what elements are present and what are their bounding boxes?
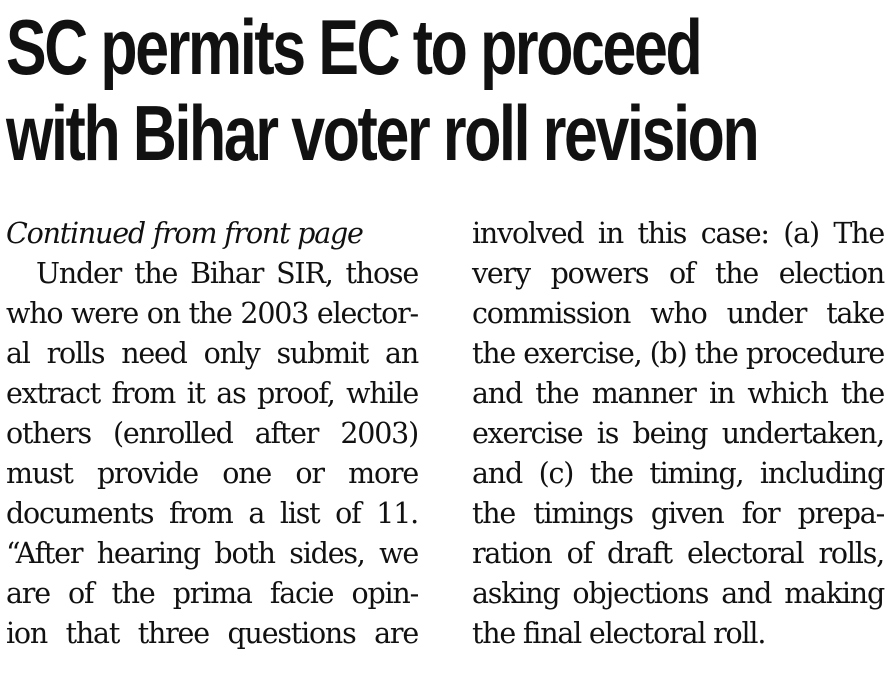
headline xyxy=(6,3,758,177)
article-line: Under the Bihar SIR, those xyxy=(36,257,418,290)
article-line: who were on the 2003 elector- xyxy=(6,297,418,330)
article-line: asking objections and making xyxy=(472,577,884,610)
article-line: and (c) the timing, including xyxy=(472,457,884,490)
article-line: must provide one or more xyxy=(6,457,418,490)
article-line: the final electoral roll. xyxy=(472,617,766,650)
headline-line-1: SC permits EC to proceed xyxy=(6,3,701,91)
article-line: the timings given for prepa- xyxy=(472,497,884,530)
article-line: ration of draft electoral rolls, xyxy=(472,537,884,570)
article-line: “After hearing both sides, we xyxy=(6,537,418,570)
article-line: extract from it as proof, while xyxy=(6,377,418,410)
article-line: and the manner in which the xyxy=(472,377,884,410)
article-line: involved in this case: (a) The xyxy=(472,217,884,250)
dateline: Continued from front page xyxy=(6,217,363,250)
article-column-right xyxy=(472,214,884,654)
article-line: al rolls need only submit an xyxy=(6,337,418,370)
headline-line-2: with Bihar voter roll revision xyxy=(6,89,758,177)
article-column-left xyxy=(6,214,418,654)
article-line: are of the prima facie opin- xyxy=(6,577,418,610)
article-line: ion that three questions are xyxy=(6,617,418,650)
article-line: the exercise, (b) the procedure xyxy=(472,337,884,370)
article-line: exercise is being undertaken, xyxy=(472,417,884,450)
article-body xyxy=(6,214,882,664)
article-line: very powers of the election xyxy=(472,257,884,290)
article-line: others (enrolled after 2003) xyxy=(6,417,418,450)
article-line: commission who under take xyxy=(472,297,884,330)
article-line: documents from a list of 11. xyxy=(6,497,418,530)
